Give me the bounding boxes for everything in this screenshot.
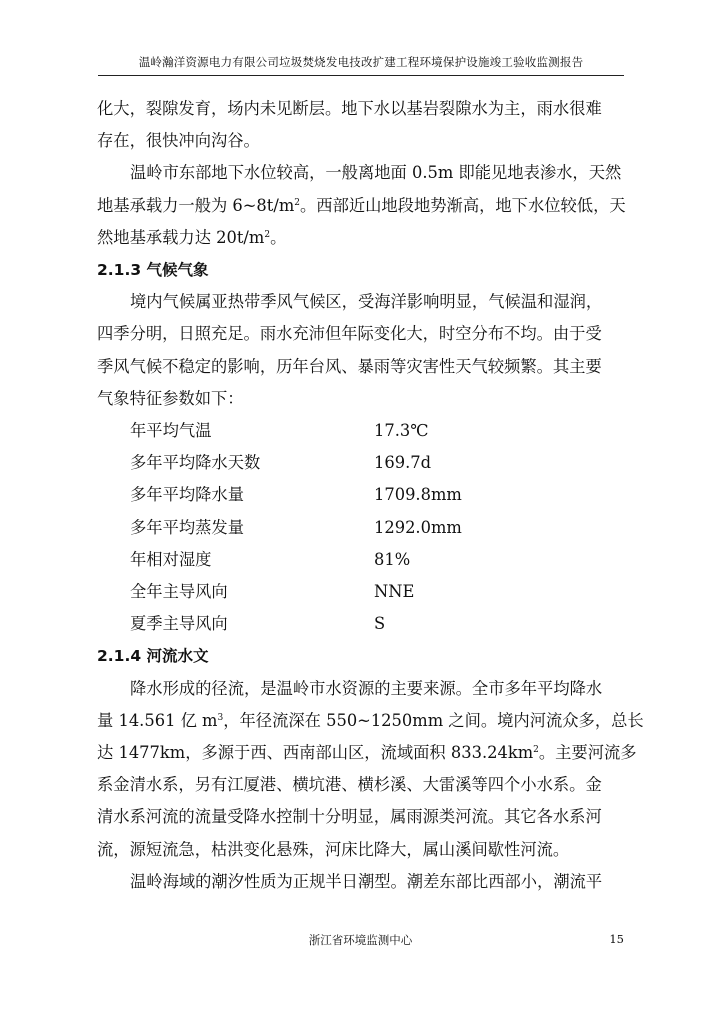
parameter-value: NNE: [374, 582, 415, 602]
section-heading-climate: 2.1.3 气候气象: [97, 261, 209, 280]
paragraph-line: 气象特征参数如下：: [97, 388, 244, 408]
parameter-label: 年相对湿度: [130, 549, 212, 569]
paragraph-line: 达 1477km，多源于西、西南部山区，流域面积 $833.24km^2$。主要河流多: [97, 743, 637, 763]
parameter-value: 81%: [374, 549, 411, 569]
paragraph-line: 温岭市东部地下水位较高，一般离地面 0.5m 即能见地表渗水，天然: [130, 163, 622, 183]
parameter-label: 年平均气温: [130, 421, 212, 441]
climate-parameter-list: [97, 415, 627, 640]
parameter-label: 多年平均降水天数: [130, 453, 261, 473]
paragraph-line: 化大，裂隙发育，场内未见断层。地下水以基岩裂隙水为主，雨水很难: [97, 99, 602, 118]
page-number: 15: [609, 932, 624, 946]
footer-organization: 浙江省环境监测中心: [308, 933, 413, 947]
parameter-label: 多年平均蒸发量: [130, 517, 244, 537]
paragraph-line: 流，源短流急，枯洪变化悬殊，河床比降大，属山溪间歇性河流。: [97, 839, 570, 859]
parameter-label: 夏季主导风向: [130, 614, 228, 634]
parameter-value: 1292.0mm: [374, 517, 462, 537]
parameter-value: S: [374, 614, 386, 634]
parameter-value: 17.3℃: [374, 421, 429, 441]
paragraph-line: 然地基承载力达 $20t/m^2$。: [97, 227, 287, 247]
parameter-label: 全年主导风向: [130, 582, 228, 602]
paragraph-line: 温岭海域的潮汐性质为正规半日潮型。潮差东部比西部小，潮流平: [130, 871, 603, 891]
paragraph-line: 境内气候属亚热带季风气候区，受海洋影响明显，气候温和湿润，: [130, 292, 603, 312]
paragraph-line: 系金清水系，另有江厦港、横坑港、横杉溪、大雷溪等四个小水系。金: [97, 775, 602, 795]
section-heading-hydrology: 2.1.4 河流水文: [97, 647, 209, 666]
paragraph-line: 量 14.561 亿 $m^3$，年径流深在 550~1250mm 之间。境内河流众多，总长: [97, 710, 644, 730]
parameter-row: [97, 415, 627, 447]
paragraph-line: 季风气候不稳定的影响，历年台风、暴雨等灾害性天气较频繁。其主要: [97, 356, 602, 376]
parameter-row: [97, 447, 627, 479]
paragraph-line: 清水系河流的流量受降水控制十分明显，属雨源类河流。其它各水系河: [97, 807, 602, 827]
paragraph-line: 四季分明，日照充足。雨水充沛但年际变化大，时空分布不均。由于受: [97, 324, 602, 344]
paragraph-line: 降水形成的径流，是温岭市水资源的主要来源。全市多年平均降水: [130, 678, 603, 698]
paragraph-line: 存在，很快冲向沟谷。: [97, 131, 260, 151]
parameter-row: [97, 576, 627, 608]
parameter-row: [97, 544, 627, 576]
paragraph-line: 地基承载力一般为 $6\sim 8t/m^2$。西部近山地段地势渐高，地下水位较低，天: [97, 195, 626, 215]
parameter-label: 多年平均降水量: [130, 485, 244, 505]
report-body: [97, 93, 644, 898]
parameter-value: 1709.8mm: [374, 485, 462, 505]
parameter-row: [97, 479, 627, 511]
parameter-row: [97, 608, 627, 640]
parameter-row: [97, 512, 627, 544]
page-header: 温岭瀚洋资源电力有限公司垃圾焚烧发电技改扩建工程环境保护设施竣工验收监测报告: [98, 54, 624, 76]
parameter-value: 169.7d: [374, 453, 432, 473]
